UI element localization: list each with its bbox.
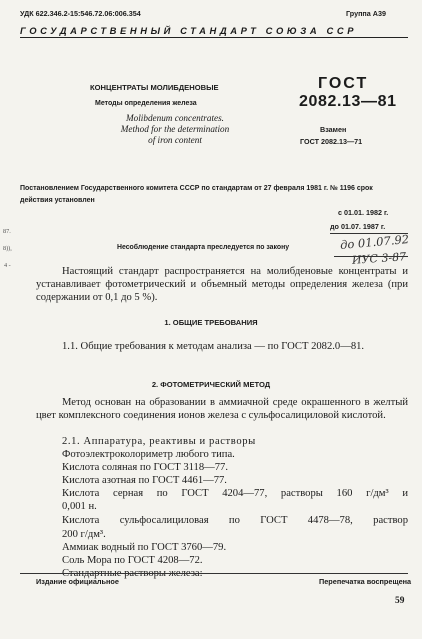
title-english <box>90 113 260 147</box>
margin-mark: 87. <box>3 228 11 235</box>
section-2-paragraph: Метод основан на образовании в аммиачной среде окрашенного в желтый цвет комплексного соединения ионов железа с сульфосалициловой кислотой. <box>36 397 408 422</box>
official-edition-label: Издание официальное <box>36 577 119 586</box>
replaces-value: ГОСТ 2082.13—71 <box>300 137 363 146</box>
handwritten-extension: до 01.07.92 <box>339 232 410 252</box>
section-1-paragraph: 1.1. Общие требования к методам анализа — по ГОСТ 2082.0—81. <box>62 341 365 352</box>
page-number: 59 <box>395 596 405 606</box>
subtitle-russian: Методы определения железа <box>95 100 197 107</box>
list-item: Аммиак водный по ГОСТ 3760—79. <box>62 542 227 553</box>
list-item: Соль Мора по ГОСТ 4208—72. <box>62 555 203 566</box>
validity-from: с 01.01. 1982 г. <box>338 208 389 217</box>
group-code: Группа А39 <box>346 9 386 18</box>
apparatus-heading: 2.1. Аппаратура, реактивы и растворы <box>62 436 256 447</box>
list-item: Кислота сульфосалициловая по ГОСТ 4478—78, раствор <box>62 515 408 526</box>
decree-text: Постановлением Государственного комитета СССР по стандартам от 27 февраля 1981 г. № 1196 срок действия установлен <box>20 185 373 205</box>
margin-mark: 8)), <box>3 245 12 252</box>
list-item-continuation: 0,001 н. <box>62 501 97 512</box>
gost-label: ГОСТ <box>318 75 369 92</box>
penalty-notice: Несоблюдение стандарта преследуется по закону <box>117 244 290 251</box>
state-standard-banner: ГОСУДАРСТВЕННЫЙ СТАНДАРТ СОЮЗА ССР <box>20 25 358 36</box>
title-english-line: Molibdenum concentrates. <box>126 113 224 123</box>
udk-code: УДК 622.346.2-15:546.72.06:006.354 <box>20 9 141 18</box>
reprint-prohibited-label: Перепечатка воспрещена <box>319 577 412 586</box>
header-rule <box>20 37 408 38</box>
gost-number: 2082.13—81 <box>299 93 397 110</box>
validity-to: до 01.07. 1987 г. <box>330 222 386 231</box>
title-english-line: Method for the determination <box>120 124 230 135</box>
section-1-heading: 1. ОБЩИЕ ТРЕБОВАНИЯ <box>164 318 258 327</box>
list-item: Фотоэлектроколориметр любого типа. <box>62 449 235 460</box>
list-item-continuation: 200 г/дм³. <box>62 529 106 540</box>
title-russian: КОНЦЕНТРАТЫ МОЛИБДЕНОВЫЕ <box>90 83 219 92</box>
list-item: Кислота соляная по ГОСТ 3118—77. <box>62 462 228 473</box>
handwritten-ius-note: ИУС 3-87 <box>351 250 407 267</box>
section-2-heading: 2. ФОТОМЕТРИЧЕСКИЙ МЕТОД <box>151 380 271 389</box>
title-english-line: of iron content <box>148 135 202 146</box>
margin-mark: 4 - <box>4 262 11 269</box>
list-item: Кислота серная по ГОСТ 4204—77, растворы 160 г/дм³ и <box>62 488 408 499</box>
intro-paragraph: Настоящий стандарт распространяется на молибденовые концентраты и устанавливает фотометрический и объемный методы определения железа (при содержании от 0,1 до 5 %). <box>36 266 408 304</box>
list-item: Кислота азотная по ГОСТ 4461—77. <box>62 475 227 486</box>
list-item: Стандартные растворы железа: <box>62 568 203 579</box>
footer-rule <box>20 573 408 574</box>
replaces-label: Взамен <box>320 125 347 134</box>
